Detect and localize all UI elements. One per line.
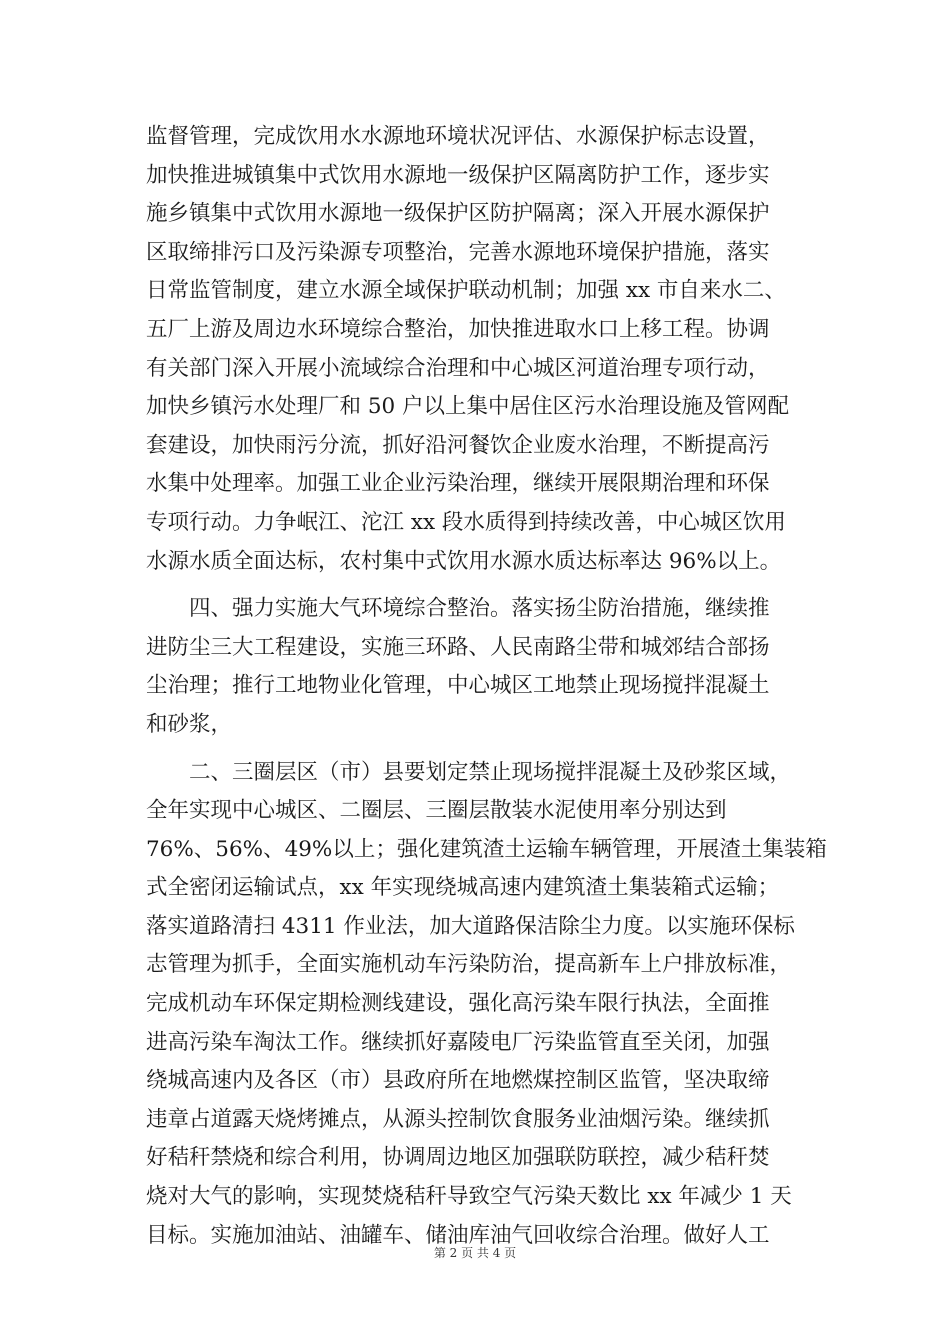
text-line: 日常监管制度，建立水源全域保护联动机制；加强 xx 市自来水二、 [146, 278, 786, 304]
paragraph-water-protection [146, 118, 812, 581]
text-line: 五厂上游及周边水环境综合整治，加快推进取水口上移工程。协调 [146, 316, 770, 342]
text-line: 区取缔排污口及污染源专项整治，完善水源地环境保护措施，落实 [146, 239, 770, 265]
paragraph-districts [146, 754, 827, 1256]
text-line: 四、强力实施大气环境综合整治。落实扬尘防治措施，继续推 [189, 596, 770, 622]
paragraph-spacer [146, 745, 812, 754]
text-line: 烧对大气的影响，实现焚烧秸秆导致空气污染天数比 xx 年减少 1 天 [146, 1184, 792, 1210]
text-line: 完成机动车环保定期检测线建设，强化高污染车限行执法，全面推 [146, 991, 770, 1017]
text-line: 和砂浆， [146, 711, 233, 737]
text-line: 绕城高速内及各区（市）县政府所在地燃煤控制区监管，坚决取缔 [146, 1068, 770, 1094]
text-line: 水源水质全面达标，农村集中式饮用水源水质达标率达 96%以上。 [146, 548, 782, 574]
text-line: 式全密闭运输试点，xx 年实现绕城高速内建筑渣土集装箱式运输； [146, 875, 780, 901]
text-line: 目标。实施加油站、油罐车、储油库油气回收综合治理。做好人工 [146, 1222, 770, 1248]
text-line: 进防尘三大工程建设，实施三环路、人民南路尘带和城郊结合部扬 [146, 634, 770, 660]
text-line: 76%、56%、49%以上；强化建筑渣土运输车辆管理，开展渣土集装箱 [146, 836, 827, 862]
paragraph-air-quality [146, 590, 812, 744]
text-line: 违章占道露天烧烤摊点，从源头控制饮食服务业油烟污染。继续抓 [146, 1106, 770, 1132]
text-line: 有关部门深入开展小流域综合治理和中心城区河道治理专项行动， [146, 355, 770, 381]
text-line: 全年实现中心城区、二圈层、三圈层散装水泥使用率分别达到 [146, 798, 727, 824]
text-line: 水集中处理率。加强工业企业污染治理，继续开展限期治理和环保 [146, 471, 770, 497]
text-line: 二、三圈层区（市）县要划定禁止现场搅拌混凝土及砂浆区域， [189, 759, 792, 785]
text-line: 监督管理，完成饮用水水源地环境状况评估、水源保护标志设置， [146, 124, 770, 149]
paragraph-spacer [146, 581, 812, 590]
text-line: 尘治理；推行工地物业化管理，中心城区工地禁止现场搅拌混凝土 [146, 673, 770, 699]
text-line: 加快推进城镇集中式饮用水源地一级保护区隔离防护工作，逐步实 [146, 162, 770, 188]
text-line: 志管理为抓手，全面实施机动车污染防治，提高新车上户排放标准， [146, 952, 792, 978]
body-text [146, 118, 827, 1255]
text-line: 套建设，加快雨污分流，抓好沿河餐饮企业废水治理，不断提高污 [146, 432, 770, 458]
page-number: 第 2 页 共 4 页 [433, 1246, 517, 1260]
text-line: 施乡镇集中式饮用水源地一级保护区防护隔离；深入开展水源保护 [146, 201, 770, 227]
text-line: 落实道路清扫 4311 作业法，加大道路保洁除尘力度。以实施环保标 [146, 913, 795, 939]
text-line: 加快乡镇污水处理厂和 50 户以上集中居住区污水治理设施及管网配 [146, 394, 790, 420]
text-line: 专项行动。力争岷江、沱江 xx 段水质得到持续改善，中心城区饮用 [146, 509, 786, 535]
text-line: 进高污染车淘汰工作。继续抓好嘉陵电厂污染监管直至关闭，加强 [146, 1029, 770, 1055]
text-line: 好秸秆禁烧和综合利用，协调周边地区加强联防联控，减少秸秆焚 [146, 1145, 770, 1171]
